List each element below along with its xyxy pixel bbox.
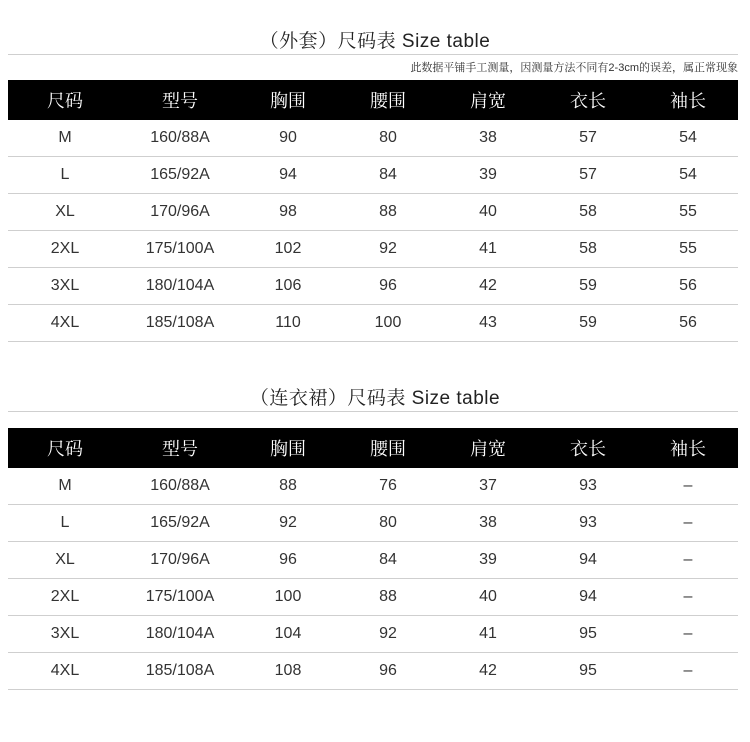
table-cell: 40	[438, 194, 538, 231]
table-cell: 59	[538, 268, 638, 305]
table-cell: –	[638, 616, 738, 653]
table-cell: 39	[438, 157, 538, 194]
table-cell: 38	[438, 120, 538, 157]
table-cell: 98	[238, 194, 338, 231]
header-waist: 腰围	[338, 428, 438, 468]
table-cell: 54	[638, 120, 738, 157]
table-row	[8, 505, 738, 542]
table-header-row	[8, 428, 738, 468]
table-cell: 94	[538, 579, 638, 616]
table-cell: XL	[8, 542, 122, 579]
jacket-title-divider	[8, 54, 738, 55]
table-cell: 96	[338, 268, 438, 305]
table-cell: 180/104A	[122, 616, 238, 653]
table-cell: 165/92A	[122, 157, 238, 194]
header-bust: 胸围	[238, 428, 338, 468]
table-cell: 56	[638, 268, 738, 305]
dress-size-table	[8, 428, 738, 690]
table-cell: 40	[438, 579, 538, 616]
table-cell: 38	[438, 505, 538, 542]
table-cell: 84	[338, 542, 438, 579]
table-cell: 92	[238, 505, 338, 542]
table-cell: 175/100A	[122, 579, 238, 616]
table-cell: 3XL	[8, 616, 122, 653]
table-row	[8, 468, 738, 505]
table-cell: 76	[338, 468, 438, 505]
table-cell: XL	[8, 194, 122, 231]
header-length: 衣长	[538, 428, 638, 468]
table-cell: L	[8, 505, 122, 542]
table-cell: 88	[238, 468, 338, 505]
table-cell: 185/108A	[122, 653, 238, 690]
table-row	[8, 616, 738, 653]
table-cell: 3XL	[8, 268, 122, 305]
table-cell: 170/96A	[122, 194, 238, 231]
jacket-size-table-title: （外套）尺码表 Size table	[259, 31, 491, 52]
table-row	[8, 542, 738, 579]
table-cell: 93	[538, 468, 638, 505]
table-cell: 102	[238, 231, 338, 268]
table-cell: 93	[538, 505, 638, 542]
table-cell: 170/96A	[122, 542, 238, 579]
table-cell: 4XL	[8, 305, 122, 342]
table-cell: 88	[338, 579, 438, 616]
table-cell: 2XL	[8, 579, 122, 616]
table-cell: 2XL	[8, 231, 122, 268]
header-shoulder: 肩宽	[438, 80, 538, 120]
table-row	[8, 194, 738, 231]
table-cell: 96	[238, 542, 338, 579]
table-cell: 104	[238, 616, 338, 653]
table-cell: 42	[438, 653, 538, 690]
table-cell: –	[638, 653, 738, 690]
jacket-size-table	[8, 80, 738, 342]
table-cell: M	[8, 468, 122, 505]
table-cell: 108	[238, 653, 338, 690]
table-row	[8, 579, 738, 616]
table-cell: 39	[438, 542, 538, 579]
header-waist: 腰围	[338, 80, 438, 120]
header-model: 型号	[122, 80, 238, 120]
header-size: 尺码	[8, 80, 122, 120]
table-cell: 58	[538, 231, 638, 268]
table-cell: 84	[338, 157, 438, 194]
header-model: 型号	[122, 428, 238, 468]
table-cell: 37	[438, 468, 538, 505]
table-cell: 90	[238, 120, 338, 157]
table-header-row	[8, 80, 738, 120]
header-sleeve: 袖长	[638, 428, 738, 468]
table-cell: 57	[538, 120, 638, 157]
dress-title-divider	[8, 411, 738, 412]
table-cell: 41	[438, 616, 538, 653]
table-cell: 88	[338, 194, 438, 231]
table-cell: –	[638, 542, 738, 579]
table-cell: 96	[338, 653, 438, 690]
table-row	[8, 231, 738, 268]
table-row	[8, 268, 738, 305]
header-length: 衣长	[538, 80, 638, 120]
measurement-note: 此数据平铺手工测量，因测量方法不同有2-3cm的误差，属正常现象	[410, 62, 738, 74]
table-cell: 41	[438, 231, 538, 268]
table-cell: 94	[238, 157, 338, 194]
table-cell: 55	[638, 231, 738, 268]
table-cell: 54	[638, 157, 738, 194]
table-cell: –	[638, 505, 738, 542]
table-cell: 4XL	[8, 653, 122, 690]
table-cell: 80	[338, 505, 438, 542]
table-cell: 95	[538, 653, 638, 690]
table-cell: 175/100A	[122, 231, 238, 268]
table-cell: 59	[538, 305, 638, 342]
table-cell: 95	[538, 616, 638, 653]
table-cell: –	[638, 468, 738, 505]
table-cell: 180/104A	[122, 268, 238, 305]
table-row	[8, 653, 738, 690]
table-cell: 80	[338, 120, 438, 157]
table-cell: 58	[538, 194, 638, 231]
header-shoulder: 肩宽	[438, 428, 538, 468]
table-row	[8, 157, 738, 194]
table-cell: 100	[338, 305, 438, 342]
table-cell: 92	[338, 231, 438, 268]
table-row	[8, 305, 738, 342]
table-cell: L	[8, 157, 122, 194]
header-sleeve: 袖长	[638, 80, 738, 120]
table-cell: 92	[338, 616, 438, 653]
dress-size-table-title: （连衣裙）尺码表 Size table	[249, 388, 501, 409]
table-cell: 55	[638, 194, 738, 231]
table-cell: 165/92A	[122, 505, 238, 542]
table-cell: M	[8, 120, 122, 157]
table-cell: 57	[538, 157, 638, 194]
table-cell: 110	[238, 305, 338, 342]
header-size: 尺码	[8, 428, 122, 468]
table-cell: 94	[538, 542, 638, 579]
table-cell: 56	[638, 305, 738, 342]
table-cell: 42	[438, 268, 538, 305]
table-cell: 106	[238, 268, 338, 305]
table-cell: 160/88A	[122, 120, 238, 157]
table-cell: 160/88A	[122, 468, 238, 505]
header-bust: 胸围	[238, 80, 338, 120]
table-cell: 43	[438, 305, 538, 342]
table-row	[8, 120, 738, 157]
table-cell: 185/108A	[122, 305, 238, 342]
table-cell: 100	[238, 579, 338, 616]
table-cell: –	[638, 579, 738, 616]
